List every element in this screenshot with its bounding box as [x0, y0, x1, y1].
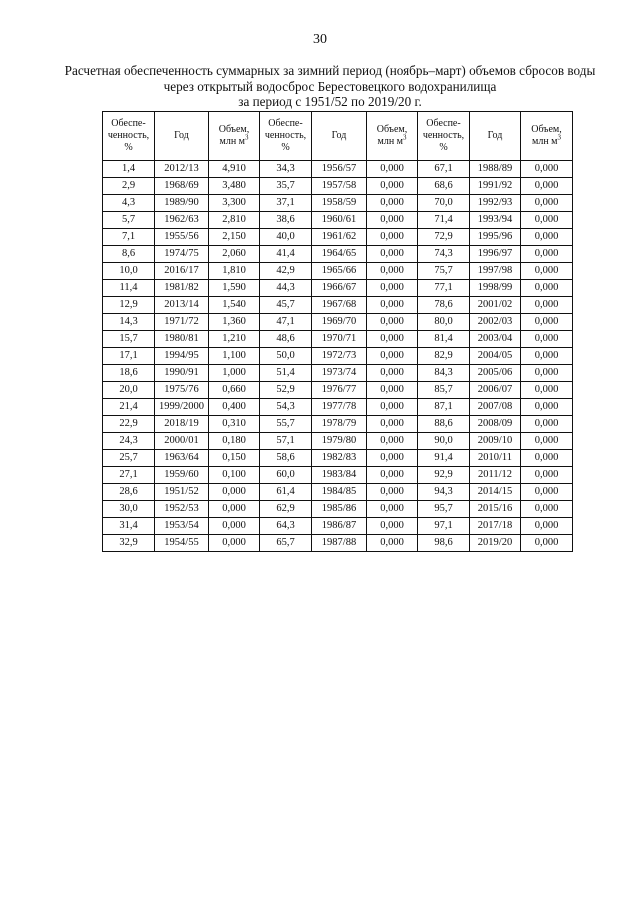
probability-cell: 20,0	[103, 382, 155, 399]
volume-cell: 0,660	[209, 382, 260, 399]
volume-cell: 1,540	[209, 297, 260, 314]
year-cell: 2015/16	[470, 501, 521, 518]
probability-cell: 28,6	[103, 484, 155, 501]
year-cell: 1995/96	[470, 229, 521, 246]
year-cell: 2006/07	[470, 382, 521, 399]
table-row	[103, 382, 573, 399]
volume-cell: 0,000	[521, 263, 573, 280]
header-probability-1: Обеспе- ченность, %	[103, 112, 155, 161]
year-cell: 1961/62	[312, 229, 367, 246]
probability-cell: 35,7	[260, 178, 312, 195]
year-cell: 1989/90	[155, 195, 209, 212]
year-cell: 2010/11	[470, 450, 521, 467]
year-cell: 1976/77	[312, 382, 367, 399]
volume-cell: 0,000	[367, 382, 418, 399]
probability-cell: 54,3	[260, 399, 312, 416]
year-cell: 2019/20	[470, 535, 521, 552]
year-cell: 2000/01	[155, 433, 209, 450]
year-cell: 2009/10	[470, 433, 521, 450]
probability-cell: 84,3	[418, 365, 470, 382]
year-cell: 2002/03	[470, 314, 521, 331]
year-cell: 1977/78	[312, 399, 367, 416]
volume-cell: 0,100	[209, 467, 260, 484]
year-cell: 1984/85	[312, 484, 367, 501]
volume-cell: 0,000	[367, 178, 418, 195]
probability-cell: 7,1	[103, 229, 155, 246]
year-cell: 1969/70	[312, 314, 367, 331]
probability-cell: 75,7	[418, 263, 470, 280]
probability-cell: 98,6	[418, 535, 470, 552]
probability-cell: 91,4	[418, 450, 470, 467]
year-cell: 1986/87	[312, 518, 367, 535]
year-cell: 1970/71	[312, 331, 367, 348]
probability-cell: 85,7	[418, 382, 470, 399]
volume-cell: 0,000	[521, 178, 573, 195]
volume-cell: 0,000	[367, 416, 418, 433]
probability-cell: 41,4	[260, 246, 312, 263]
table-row	[103, 433, 573, 450]
year-cell: 1955/56	[155, 229, 209, 246]
probability-cell: 90,0	[418, 433, 470, 450]
probability-cell: 2,9	[103, 178, 155, 195]
header-year-3: Год	[470, 112, 521, 161]
volume-cell: 0,000	[521, 314, 573, 331]
volume-cell: 0,000	[521, 297, 573, 314]
year-cell: 1997/98	[470, 263, 521, 280]
volume-cell: 0,180	[209, 433, 260, 450]
year-cell: 1985/86	[312, 501, 367, 518]
header-volume-1: Объем, млн $м^3$	[209, 112, 260, 161]
probability-cell: 50,0	[260, 348, 312, 365]
probability-cell: 48,6	[260, 331, 312, 348]
header-year-1: Год	[155, 112, 209, 161]
probability-cell: 22,9	[103, 416, 155, 433]
year-cell: 1966/67	[312, 280, 367, 297]
year-cell: 2014/15	[470, 484, 521, 501]
table-row	[103, 263, 573, 280]
probability-cell: 37,1	[260, 195, 312, 212]
year-cell: 1958/59	[312, 195, 367, 212]
probability-cell: 94,3	[418, 484, 470, 501]
probability-cell: 60,0	[260, 467, 312, 484]
probability-cell: 11,4	[103, 280, 155, 297]
header-probability-3: Обеспе- ченность, %	[418, 112, 470, 161]
volume-cell: 0,000	[209, 501, 260, 518]
year-cell: 1979/80	[312, 433, 367, 450]
year-cell: 1994/95	[155, 348, 209, 365]
volume-cell: 1,360	[209, 314, 260, 331]
probability-cell: 82,9	[418, 348, 470, 365]
volume-cell: 0,000	[521, 229, 573, 246]
header-volume-3: Объем, млн $м^3$	[521, 112, 573, 161]
probability-cell: 10,0	[103, 263, 155, 280]
probability-cell: 40,0	[260, 229, 312, 246]
year-cell: 1964/65	[312, 246, 367, 263]
probability-cell: 92,9	[418, 467, 470, 484]
year-cell: 2011/12	[470, 467, 521, 484]
volume-cell: 0,000	[367, 518, 418, 535]
probability-cell: 74,3	[418, 246, 470, 263]
probability-cell: 42,9	[260, 263, 312, 280]
probability-cell: 14,3	[103, 314, 155, 331]
volume-cell: 0,000	[367, 263, 418, 280]
year-cell: 2016/17	[155, 263, 209, 280]
table-row	[103, 314, 573, 331]
probability-cell: 95,7	[418, 501, 470, 518]
year-cell: 2004/05	[470, 348, 521, 365]
probability-cell: 67,1	[418, 161, 470, 178]
year-cell: 1988/89	[470, 161, 521, 178]
probability-cell: 77,1	[418, 280, 470, 297]
year-cell: 2017/18	[470, 518, 521, 535]
year-cell: 2012/13	[155, 161, 209, 178]
year-cell: 1980/81	[155, 331, 209, 348]
year-cell: 1960/61	[312, 212, 367, 229]
year-cell: 1998/99	[470, 280, 521, 297]
year-cell: 1962/63	[155, 212, 209, 229]
volume-cell: 1,810	[209, 263, 260, 280]
header-year-2: Год	[312, 112, 367, 161]
year-cell: 1957/58	[312, 178, 367, 195]
year-cell: 1991/92	[470, 178, 521, 195]
probability-cell: 68,6	[418, 178, 470, 195]
year-cell: 1990/91	[155, 365, 209, 382]
probability-cell: 25,7	[103, 450, 155, 467]
volume-cell: 0,000	[367, 348, 418, 365]
year-cell: 1973/74	[312, 365, 367, 382]
volume-cell: 0,000	[521, 416, 573, 433]
volume-cell: 0,000	[521, 399, 573, 416]
volume-cell: 2,810	[209, 212, 260, 229]
volume-cell: 0,000	[367, 450, 418, 467]
year-cell: 2005/06	[470, 365, 521, 382]
probability-cell: 71,4	[418, 212, 470, 229]
title-line-2: через открытый водосброс Берестовецкого водохранилища	[163, 78, 497, 94]
volume-cell: 0,000	[521, 433, 573, 450]
probability-cell: 61,4	[260, 484, 312, 501]
title-line-1: Расчетная обеспеченность суммарных за зимний период (ноябрь–март) объемов сбросов воды	[64, 63, 596, 78]
volume-cell: 0,000	[521, 246, 573, 263]
probability-cell: 58,6	[260, 450, 312, 467]
year-cell: 1992/93	[470, 195, 521, 212]
volume-cell: 0,000	[521, 365, 573, 382]
year-cell: 1983/84	[312, 467, 367, 484]
table-row	[103, 365, 573, 382]
year-cell: 1999/2000	[155, 399, 209, 416]
probability-cell: 55,7	[260, 416, 312, 433]
table-row	[103, 178, 573, 195]
year-cell: 1954/55	[155, 535, 209, 552]
year-cell: 1982/83	[312, 450, 367, 467]
volume-cell: 3,480	[209, 178, 260, 195]
volume-cell: 0,000	[209, 484, 260, 501]
volume-cell: 2,060	[209, 246, 260, 263]
probability-cell: 18,6	[103, 365, 155, 382]
volume-cell: 0,000	[209, 535, 260, 552]
year-cell: 2008/09	[470, 416, 521, 433]
probability-cell: 1,4	[103, 161, 155, 178]
probability-cell: 88,6	[418, 416, 470, 433]
probability-cell: 34,3	[260, 161, 312, 178]
probability-cell: 27,1	[103, 467, 155, 484]
probability-cell: 30,0	[103, 501, 155, 518]
table-body	[103, 161, 573, 552]
volume-cell: 0,000	[367, 501, 418, 518]
year-cell: 2007/08	[470, 399, 521, 416]
probability-cell: 5,7	[103, 212, 155, 229]
year-cell: 2003/04	[470, 331, 521, 348]
probability-cell: 17,1	[103, 348, 155, 365]
volume-cell: 0,000	[521, 484, 573, 501]
probability-cell: 38,6	[260, 212, 312, 229]
volume-cell: 4,910	[209, 161, 260, 178]
table-row	[103, 501, 573, 518]
table-row	[103, 280, 573, 297]
probability-cell: 97,1	[418, 518, 470, 535]
table-row	[103, 212, 573, 229]
year-cell: 1975/76	[155, 382, 209, 399]
volume-cell: 1,590	[209, 280, 260, 297]
volume-cell: 0,400	[209, 399, 260, 416]
year-cell: 1971/72	[155, 314, 209, 331]
probability-cell: 32,9	[103, 535, 155, 552]
exceedance-table	[102, 111, 573, 552]
volume-cell: 0,000	[209, 518, 260, 535]
probability-cell: 57,1	[260, 433, 312, 450]
probability-cell: 51,4	[260, 365, 312, 382]
year-cell: 1952/53	[155, 501, 209, 518]
table-row	[103, 484, 573, 501]
probability-cell: 8,6	[103, 246, 155, 263]
probability-cell: 4,3	[103, 195, 155, 212]
probability-cell: 80,0	[418, 314, 470, 331]
volume-cell: 0,000	[367, 161, 418, 178]
volume-cell: 2,150	[209, 229, 260, 246]
table-row	[103, 416, 573, 433]
year-cell: 2018/19	[155, 416, 209, 433]
volume-cell: 1,100	[209, 348, 260, 365]
volume-cell: 0,000	[521, 212, 573, 229]
probability-cell: 52,9	[260, 382, 312, 399]
volume-cell: 0,000	[367, 535, 418, 552]
year-cell: 1996/97	[470, 246, 521, 263]
probability-cell: 70,0	[418, 195, 470, 212]
year-cell: 1974/75	[155, 246, 209, 263]
volume-cell: 0,000	[367, 484, 418, 501]
year-cell: 1956/57	[312, 161, 367, 178]
table-row	[103, 450, 573, 467]
document-title	[40, 63, 620, 110]
year-cell: 2013/14	[155, 297, 209, 314]
year-cell: 1953/54	[155, 518, 209, 535]
volume-cell: 0,000	[521, 280, 573, 297]
probability-cell: 45,7	[260, 297, 312, 314]
table-row	[103, 535, 573, 552]
volume-cell: 0,000	[521, 195, 573, 212]
probability-cell: 81,4	[418, 331, 470, 348]
probability-cell: 64,3	[260, 518, 312, 535]
volume-cell: 0,000	[367, 229, 418, 246]
table-row	[103, 195, 573, 212]
probability-cell: 12,9	[103, 297, 155, 314]
table-row	[103, 348, 573, 365]
probability-cell: 15,7	[103, 331, 155, 348]
volume-cell: 0,000	[521, 518, 573, 535]
probability-cell: 31,4	[103, 518, 155, 535]
volume-cell: 3,300	[209, 195, 260, 212]
year-cell: 1972/73	[312, 348, 367, 365]
volume-cell: 0,000	[367, 195, 418, 212]
volume-cell: 0,000	[367, 297, 418, 314]
year-cell: 1963/64	[155, 450, 209, 467]
probability-cell: 87,1	[418, 399, 470, 416]
table-row	[103, 297, 573, 314]
volume-cell: 0,000	[521, 501, 573, 518]
title-line-3: за период с 1951/52 по 2019/20 г.	[238, 94, 422, 109]
header-volume-2: Объем, млн $м^3$	[367, 112, 418, 161]
year-cell: 1967/68	[312, 297, 367, 314]
volume-cell: 0,000	[521, 348, 573, 365]
volume-cell: 0,000	[367, 331, 418, 348]
table-row	[103, 161, 573, 178]
table-header-row	[103, 112, 573, 161]
table-row	[103, 229, 573, 246]
probability-cell: 47,1	[260, 314, 312, 331]
page-number: 30	[313, 32, 327, 47]
volume-cell: 1,000	[209, 365, 260, 382]
volume-cell: 0,000	[367, 365, 418, 382]
year-cell: 1978/79	[312, 416, 367, 433]
year-cell: 1987/88	[312, 535, 367, 552]
volume-cell: 0,000	[367, 433, 418, 450]
volume-cell: 0,000	[521, 331, 573, 348]
header-probability-2: Обеспе- ченность, %	[260, 112, 312, 161]
year-cell: 1968/69	[155, 178, 209, 195]
volume-cell: 0,000	[521, 161, 573, 178]
year-cell: 1993/94	[470, 212, 521, 229]
table-row	[103, 518, 573, 535]
volume-cell: 0,000	[521, 535, 573, 552]
volume-cell: 0,310	[209, 416, 260, 433]
year-cell: 1959/60	[155, 467, 209, 484]
table-row	[103, 331, 573, 348]
probability-cell: 72,9	[418, 229, 470, 246]
volume-cell: 0,000	[367, 246, 418, 263]
probability-cell: 44,3	[260, 280, 312, 297]
probability-cell: 78,6	[418, 297, 470, 314]
table-row	[103, 246, 573, 263]
year-cell: 2001/02	[470, 297, 521, 314]
volume-cell: 0,000	[367, 399, 418, 416]
probability-cell: 62,9	[260, 501, 312, 518]
volume-cell: 0,000	[521, 450, 573, 467]
volume-cell: 0,000	[521, 467, 573, 484]
year-cell: 1965/66	[312, 263, 367, 280]
probability-cell: 21,4	[103, 399, 155, 416]
volume-cell: 0,000	[367, 280, 418, 297]
table-row	[103, 399, 573, 416]
volume-cell: 0,150	[209, 450, 260, 467]
volume-cell: 1,210	[209, 331, 260, 348]
volume-cell: 0,000	[521, 382, 573, 399]
table-row	[103, 467, 573, 484]
probability-cell: 24,3	[103, 433, 155, 450]
probability-cell: 65,7	[260, 535, 312, 552]
volume-cell: 0,000	[367, 314, 418, 331]
volume-cell: 0,000	[367, 212, 418, 229]
volume-cell: 0,000	[367, 467, 418, 484]
year-cell: 1981/82	[155, 280, 209, 297]
year-cell: 1951/52	[155, 484, 209, 501]
